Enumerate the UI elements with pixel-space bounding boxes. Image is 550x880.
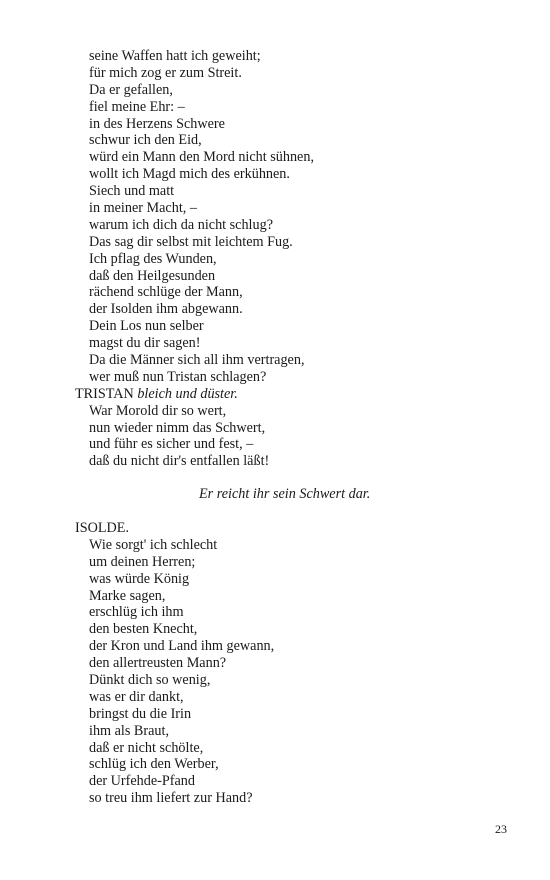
- verse-line: den allertreusten Mann?: [89, 655, 227, 672]
- verse-line: Ich pflag des Wunden,: [89, 250, 217, 267]
- verse-line: ihm als Braut,: [89, 722, 169, 739]
- stage-direction: Er reicht ihr sein Schwert dar.: [199, 486, 371, 502]
- verse-line: wer muß nun Tristan schlagen?: [89, 368, 267, 385]
- verse-line: was er dir dankt,: [89, 688, 184, 705]
- speaker-heading-tristan: [0, 386, 550, 403]
- verse-line: so treu ihm liefert zur Hand?: [89, 790, 253, 807]
- verse-line: für mich zog er zum Streit.: [89, 64, 242, 81]
- verse-line: fiel meine Ehr: –: [89, 98, 185, 115]
- stage-direction-inline: bleich und düster.: [137, 385, 238, 402]
- verse-line: Das sag dir selbst mit leichtem Fug.: [89, 233, 293, 250]
- verse-line: Marke sagen,: [89, 587, 166, 604]
- verse-line: um deinen Herren;: [89, 553, 196, 570]
- verse-line: magst du dir sagen!: [89, 335, 201, 352]
- verse-line: in des Herzens Schwere: [89, 115, 225, 132]
- verse-line: Dein Los nun selber: [89, 318, 204, 335]
- verse-line: rächend schlüge der Mann,: [89, 284, 243, 301]
- verse-line: und führ es sicher und fest, –: [89, 436, 254, 453]
- verse-line: warum ich dich da nicht schlug?: [89, 216, 273, 233]
- verse-line: schlüg ich den Werber,: [89, 756, 219, 773]
- verse-line: erschlüg ich ihm: [89, 604, 184, 621]
- verse-line: wollt ich Magd mich des erkühnen.: [89, 166, 290, 183]
- verse-line: den besten Knecht,: [89, 621, 198, 638]
- speaker-name: TRISTAN: [75, 385, 134, 402]
- verse-line: Da die Männer sich all ihm vertragen,: [89, 352, 305, 369]
- verse-line: Siech und matt: [89, 183, 175, 200]
- verse-line: nun wieder nimm das Schwert,: [89, 419, 266, 436]
- verse-line: was würde König: [89, 570, 190, 587]
- page-number: 23: [495, 822, 507, 836]
- verse-line: bringst du die Irin: [89, 705, 192, 722]
- verse-line: schwur ich den Eid,: [89, 132, 202, 149]
- verse-line: in meiner Macht, –: [89, 200, 197, 217]
- verse-line: seine Waffen hatt ich geweiht;: [89, 48, 261, 64]
- verse-line: daß den Heilgesunden: [89, 267, 216, 284]
- verse-line: der Kron und Land ihm gewann,: [89, 638, 275, 655]
- verse-line: daß du nicht dir's entfallen läßt!: [89, 453, 270, 470]
- verse-block-isolde-continued: [0, 48, 550, 470]
- verse-line: der Urfehde-Pfand: [89, 773, 195, 790]
- verse-line: Da er gefallen,: [89, 81, 173, 98]
- verse-line: Dünkt dich so wenig,: [89, 672, 211, 689]
- verse-line: Wie sorgt' ich schlecht: [89, 536, 218, 553]
- verse-line: würd ein Mann den Mord nicht sühnen,: [89, 149, 314, 166]
- speaker-heading-isolde: ISOLDE.: [75, 520, 129, 536]
- verse-line: daß er nicht schölte,: [89, 739, 204, 756]
- verse-line: der Isolden ihm abgewann.: [89, 301, 243, 318]
- verse-block-isolde: [0, 520, 550, 807]
- verse-line: War Morold dir so wert,: [89, 402, 227, 419]
